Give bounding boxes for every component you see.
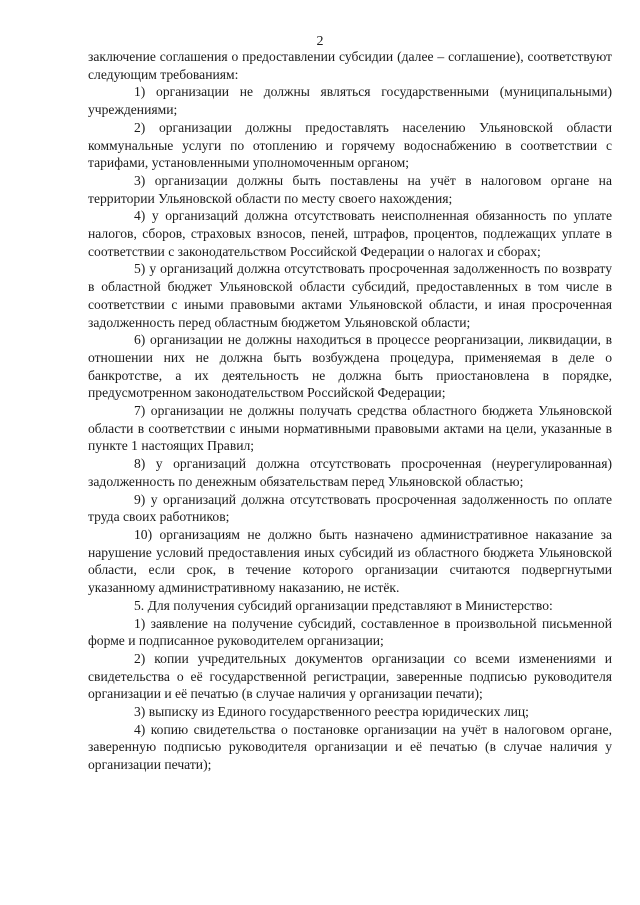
- document-body: [88, 48, 612, 774]
- requirement-3: 3) организации должны быть поставлены на учёт в налоговом органе на территории Ульяновской области по месту своего нахождения;: [88, 172, 612, 206]
- requirement-6: 6) организации не должны находиться в процессе реорганизации, ликвидации, в отношении них не должна быть возбуждена процедура, применяемая в деле о банкротстве, а их деятельность не должна быть приостановлена в порядке, предусмотренном законодательством Российской Федерации;: [88, 332, 612, 401]
- page-number: 2: [316, 34, 324, 49]
- document-item-2: 2) копии учредительных документов организации со всеми изменениями и свидетельства о её государственной регистрации, заверенные подписью руководителя организации и её печатью (в случае наличия у организации печати);: [88, 650, 612, 702]
- section-5-heading: 5. Для получения субсидий организации представляют в Министерство:: [134, 597, 553, 613]
- requirement-4: 4) у организаций должна отсутствовать неисполненная обязанность по уплате налогов, сборов, страховых взносов, пеней, штрафов, процентов, подлежащих уплате в соответствии с законодательством Российской Федерации о налогах и сборах;: [88, 208, 612, 259]
- requirement-1: 1) организации не должны являться государственными (муниципальными) учреждениями;: [88, 84, 612, 118]
- requirement-7: 7) организации не должны получать средства областного бюджета Ульяновской области в соответствии с иными нормативными правовыми актами на цели, указанные в пункте 1 настоящих Правил;: [88, 403, 612, 454]
- requirement-5: 5) у организаций должна отсутствовать просроченная задолженность по возврату в областной бюджет Ульяновской области субсидий, предоставленных в том числе в соответствии с иными правовыми актами Ульяновской области, и иная просроченная задолженность перед областным бюджетом Ульяновской области;: [88, 261, 612, 330]
- requirement-9: 9) у организаций должна отсутствовать просроченная задолженность по оплате труда своих работников;: [88, 491, 612, 525]
- document-item-4: 4) копию свидетельства о постановке организации на учёт в налоговом органе, заверенную подписью руководителя организации и её печатью (в случае наличия у организации печати);: [88, 721, 612, 773]
- requirement-2: 2) организации должны предоставлять населению Ульяновской области коммунальные услуги по отоплению и горячему водоснабжению в соответствии с тарифами, установленными уполномоченным органом;: [88, 119, 612, 171]
- paragraph-intro-continuation: заключение соглашения о предоставлении субсидии (далее – соглашение), соответствуют следующим требованиям:: [88, 49, 612, 82]
- requirement-8: 8) у организаций должна отсутствовать просроченная (неурегулированная) задолженность по денежным обязательствам перед Ульяновской областью;: [88, 456, 612, 489]
- document-item-1: 1) заявление на получение субсидий, составленное в произвольной письменной форме и подписанное руководителем организации;: [88, 615, 612, 649]
- document-item-3: 3) выписку из Единого государственного реестра юридических лиц;: [134, 704, 529, 720]
- requirement-10: 10) организациям не должно быть назначено административное наказание за нарушение условий предоставления иных субсидий из областного бюджета Ульяновской области, если срок, в течение которого организации считаются подвергнутыми указанному административному наказанию, не истёк.: [88, 526, 612, 596]
